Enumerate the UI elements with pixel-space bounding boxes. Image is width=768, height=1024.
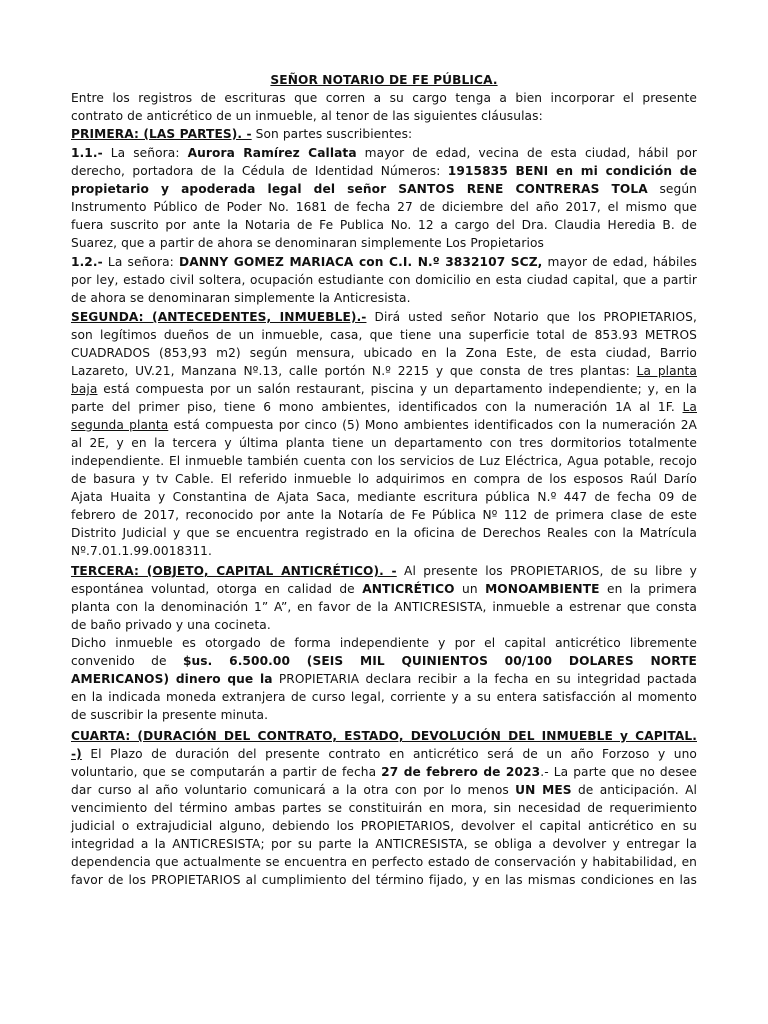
paragraph-text: según [647,182,697,196]
clause-segunda-line [71,506,697,524]
clause-cuarta-line [71,835,697,853]
document-title: SEÑOR NOTARIO DE FE PÚBLICA. [270,73,498,87]
clause-segunda-line [71,452,697,470]
intro-text: Entre los registros de escrituras que corren a su cargo tenga a bien incorporar el presente [71,91,697,105]
underlined-text: baja [71,382,98,396]
clause-tercera-line [71,706,697,724]
clause-text: en la indicada moneda extranjera de curso legal, corriente y a su entera satisfacción al momento [71,690,697,704]
clause-tercera-line [71,562,697,580]
paragraph-text: Instrumento Público de Poder No. 1681 de fecha 27 de diciembre del año 2017, el mismo que [71,200,697,214]
clause-text: de baño privado y una cocineta. [71,618,271,632]
clause-text: Al presente los PROPIETARIOS, de su libre y [396,564,697,578]
clause-text: favor de los PROPIETARIOS al cumplimiento del término fijado, y en las mismas condiciones en las [71,873,697,887]
clause-primera-heading-line [71,125,697,143]
clause-tercera-line [71,688,697,706]
clause-cuarta-line [71,871,697,889]
paragraph-1-2-line [71,271,697,289]
clause-text: parte del primer piso, tiene 6 mono ambientes, identificados con la numeración 1A al 1F. [71,400,683,414]
paragraph-1-1-line [71,234,697,252]
clause-text: vencimiento del término ambas partes se constituirán en mora, sin necesidad de requerimiento [71,801,697,815]
paragraph-text: mayor de edad, vecina de esta ciudad, hábil por [356,146,697,160]
party-name: DANNY GOMEZ MARIACA con C.I. N.º 3832107 SCZ, [179,255,543,269]
clause-text: PROPIETARIA declara recibir a la fecha en su integridad pactada [272,672,697,686]
clause-cuarta-line [71,745,697,763]
clause-segunda-line [71,542,697,560]
intro-line [71,89,697,107]
clause-segunda-line [71,362,697,380]
paragraph-text: mayor de edad, hábiles [542,255,697,269]
clause-segunda-line [71,398,697,416]
paragraph-1-2-line [71,289,697,307]
paragraph-text: de ahora se denominaran simplemente la Anticresista. [71,291,411,305]
clause-tercera-line [71,634,697,652]
capital-amount: $us. 6.500.00 (SEIS MIL QUINIENTOS 00/100 DOLARES NORTE [182,654,697,668]
paragraph-1-1-line [71,144,697,162]
clause-text: independiente. El inmueble también cuenta con los servicios de Luz Eléctrica, Agua potable, recojo [71,454,697,468]
clause-tercera-line [71,598,697,616]
underlined-text: La planta [636,364,697,378]
clause-segunda-line [71,380,697,398]
clause-segunda-line [71,416,697,434]
capital-amount: AMERICANOS) dinero que la [71,672,273,686]
bold-text: ANTICRÉTICO [362,582,455,596]
clause-text: dependencia que actualmente se encuentra en perfecto estado de conservación y habitabilidad, en [71,855,697,869]
party-name: Aurora Ramírez Callata [187,146,357,160]
clause-tercera-line [71,580,697,598]
clause-cuarta-line [71,763,697,781]
paragraph-1-1-line [71,216,697,234]
clause-text: Ajata Huaita y Constantina de Ajata Saca, mediante escritura pública N.º 447 de fecha 09 de [71,490,697,504]
clause-text: El Plazo de duración del presente contrato en anticrético será de un año Forzoso y uno [81,747,697,761]
clause-text: está compuesta por cinco (5) Mono ambientes identificados con la numeración 2A [168,418,697,432]
clause-cuarta-line [71,817,697,835]
clause-text: voluntario, que se computarán a partir de fecha [71,765,382,779]
clause-text: judicial o extrajudicial alguno, debiendo los PROPIETARIOS, devolver el capital anticrético en su [71,819,697,833]
clause-cuarta-heading: -) [71,747,82,761]
clause-text: de basura y tv Cable. El referido inmueble lo adquirimos en compra de los esposos Raúl Darío [71,472,697,486]
paragraph-text: derecho, portadora de la Cédula de Identidad Números: [71,164,448,178]
intro-text: contrato de anticrético de un inmueble, al tenor de las siguientes cláusulas: [71,109,543,123]
clause-segunda-line [71,434,697,452]
paragraph-text: La señora: [102,255,179,269]
clause-tercera-heading: TERCERA: (OBJETO, CAPITAL ANTICRÉTICO). - [71,564,397,578]
intro-line [71,107,697,125]
clause-text: espontánea voluntad, otorga en calidad de [71,582,363,596]
notice-period: UN MES [515,783,572,797]
clause-text: un [454,582,486,596]
clause-cuarta-line [71,781,697,799]
clause-segunda-line [71,326,697,344]
clause-text: convenido de [71,654,183,668]
clause-segunda-heading: SEGUNDA: (ANTECEDENTES, INMUEBLE).- [71,310,367,324]
clause-text: .- La parte que no desee [540,765,697,779]
clause-cuarta-line [71,799,697,817]
paragraph-1-2-line [71,253,697,271]
clause-text: de anticipación. Al [571,783,698,797]
clause-text: son legítimos dueños de un inmueble, casa, que tiene una superficie total de 853.93 METROS [71,328,697,342]
clause-text: Distrito Judicial y que se encuentra registrado en la oficina de Derechos Reales con la Matrícula [71,526,697,540]
clause-segunda-line [71,344,697,362]
party-id: 1915835 BENI en mi condición de [447,164,697,178]
paragraph-text: Suarez, que a partir de ahora se denominaran simplemente Los Propietarios [71,236,544,250]
paragraph-1-1-line [71,198,697,216]
party-role: propietario y apoderada legal del señor SANTOS RENE CONTRERAS TOLA [71,182,648,196]
paragraph-text: por ley, estado civil soltera, ocupación estudiante con domicilio en esta ciudad capital, que a partir [71,273,697,287]
clause-cuarta-line [71,853,697,871]
clause-segunda-line [71,524,697,542]
clause-segunda-line [71,470,697,488]
clause-text: al 2E, y en la tercera y última planta tiene un departamento con tres dormitorios totalmente [71,436,697,450]
bold-text: MONOAMBIENTE [485,582,600,596]
clause-text: febrero de 2017, reconocido por ante la Notaría de Fe Pública Nº 112 de primera clase de este [71,508,697,522]
clause-text: Dirá usted señor Notario que los PROPIETARIOS, [366,310,697,324]
paragraph-number: 1.1.- [71,146,103,160]
clause-tercera-line [71,652,697,670]
underlined-text: La [682,400,697,414]
clause-cuarta-line [71,727,697,745]
paragraph-1-1-line [71,180,697,198]
clause-tercera-line [71,616,697,634]
clause-segunda-line [71,488,697,506]
clause-cuarta-heading: CUARTA: (DURACIÓN DEL CONTRATO, ESTADO, DEVOLUCIÓN DEL INMUEBLE y CAPITAL. [71,729,697,743]
clause-text: CUADRADOS (853,93 m2) según mensura, ubicado en la Zona Este, de esta ciudad, Barrio [71,346,697,360]
clause-segunda-line [71,308,697,326]
start-date: 27 de febrero de 2023 [381,765,541,779]
underlined-text: segunda planta [71,418,169,432]
clause-text: de suscribir la presente minuta. [71,708,269,722]
clause-text: en la primera [599,582,697,596]
clause-text: Dicho inmueble es otorgado de forma independiente y por el capital anticrético libremente [71,636,697,650]
clause-text: Son partes suscribientes: [251,127,413,141]
paragraph-text: fuera suscrito por ante la Notaria de Fe Publica No. 12 a cargo del Dra. Claudia Heredia B. de [71,218,697,232]
clause-text: integridad a la ANTICRESISTA; por su parte la ANTICRESISTA, se obliga a devolver y entregar la [71,837,697,851]
clause-primera-heading: PRIMERA: (LAS PARTES). - [71,127,252,141]
paragraph-number: 1.2.- [71,255,103,269]
paragraph-text: La señora: [102,146,188,160]
clause-text: Nº.7.01.1.99.0018311. [71,544,213,558]
paragraph-1-1-line [71,162,697,180]
clause-text: dar curso al año voluntario comunicará a la otra con por lo menos [71,783,516,797]
clause-tercera-line [71,670,697,688]
clause-text: planta con la denominación 1” A”, en favor de la ANTICRESISTA, inmueble a estrenar que consta [71,600,697,614]
clause-text: está compuesta por un salón restaurant, piscina y un departamento independiente; y, en la [97,382,697,396]
clause-text: Lazareto, UV.21, Manzana Nº.13, calle portón N.º 2215 y que consta de tres plantas: [71,364,637,378]
